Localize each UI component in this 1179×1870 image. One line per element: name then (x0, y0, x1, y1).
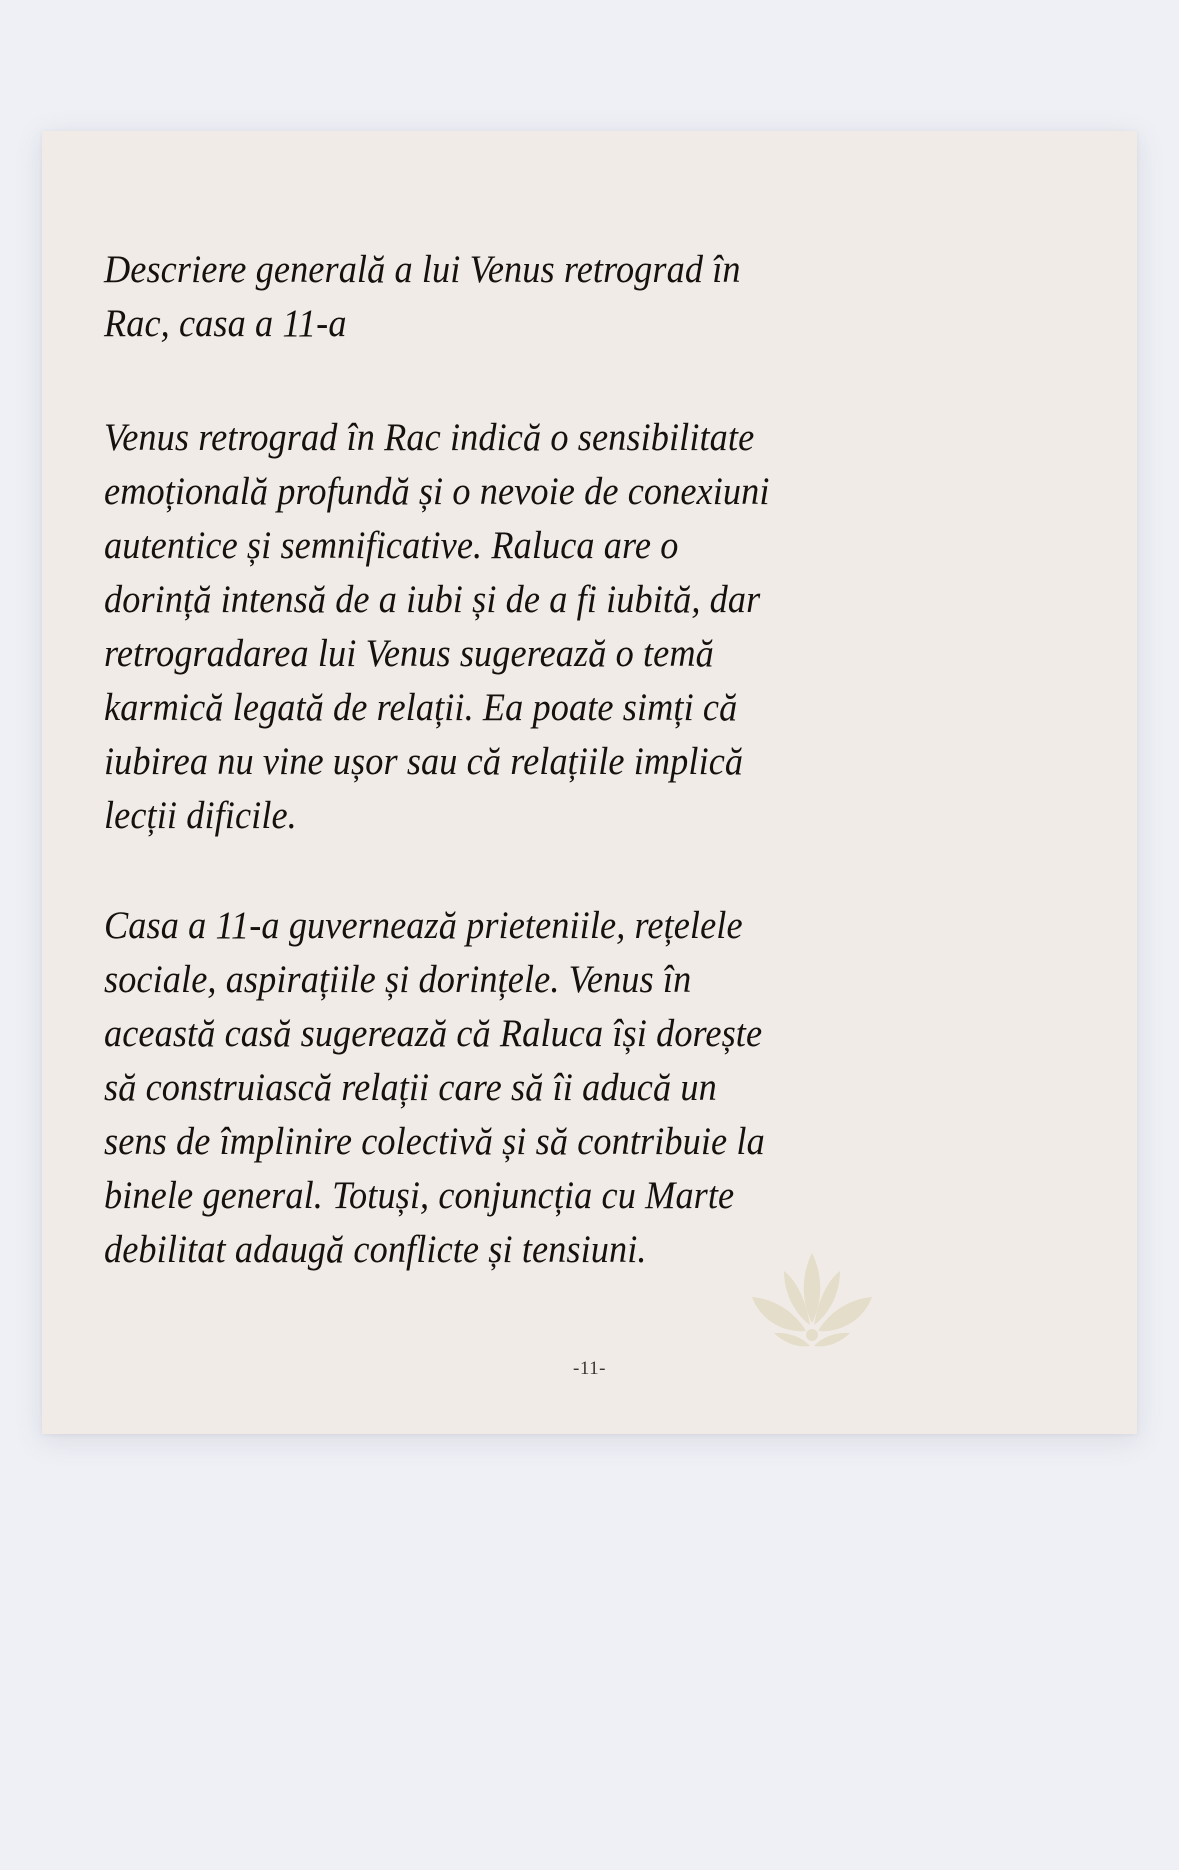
spacer-between-paragraphs (104, 843, 832, 899)
document-page (42, 131, 1137, 1434)
lotus-flower-ornament (722, 1249, 902, 1359)
document-content (104, 243, 832, 1277)
page-number: -11- (573, 1358, 606, 1379)
page-title: Descriere generală a lui Venus retrograd în Rac, casa a 11-a (104, 248, 741, 345)
body-paragraph: Venus retrograd în Rac indică o sensibilitate emoțională profundă și o nevoie de conexiuni autentice și semnificative. Raluca are o dorință intensă de a iubi și de a fi iubită, dar retrogradarea lui Venus sugerează o temă karmică legată de relații. Ea poate simți că iubirea nu vine ușor sau că relațiile implică lecții dificile. (104, 416, 770, 837)
spacer-after-heading (104, 351, 832, 411)
body-paragraph: Casa a 11-a guvernează prieteniile, rețelele sociale, aspirațiile și dorințele. Venus în această casă sugerează că Raluca își dorește să construiască relații care să îi aducă un sens de împlinire colectivă și să contribuie la binele general. Totuși, conjuncția cu Marte debilitat adaugă conflicte și tensiuni. (104, 904, 765, 1271)
